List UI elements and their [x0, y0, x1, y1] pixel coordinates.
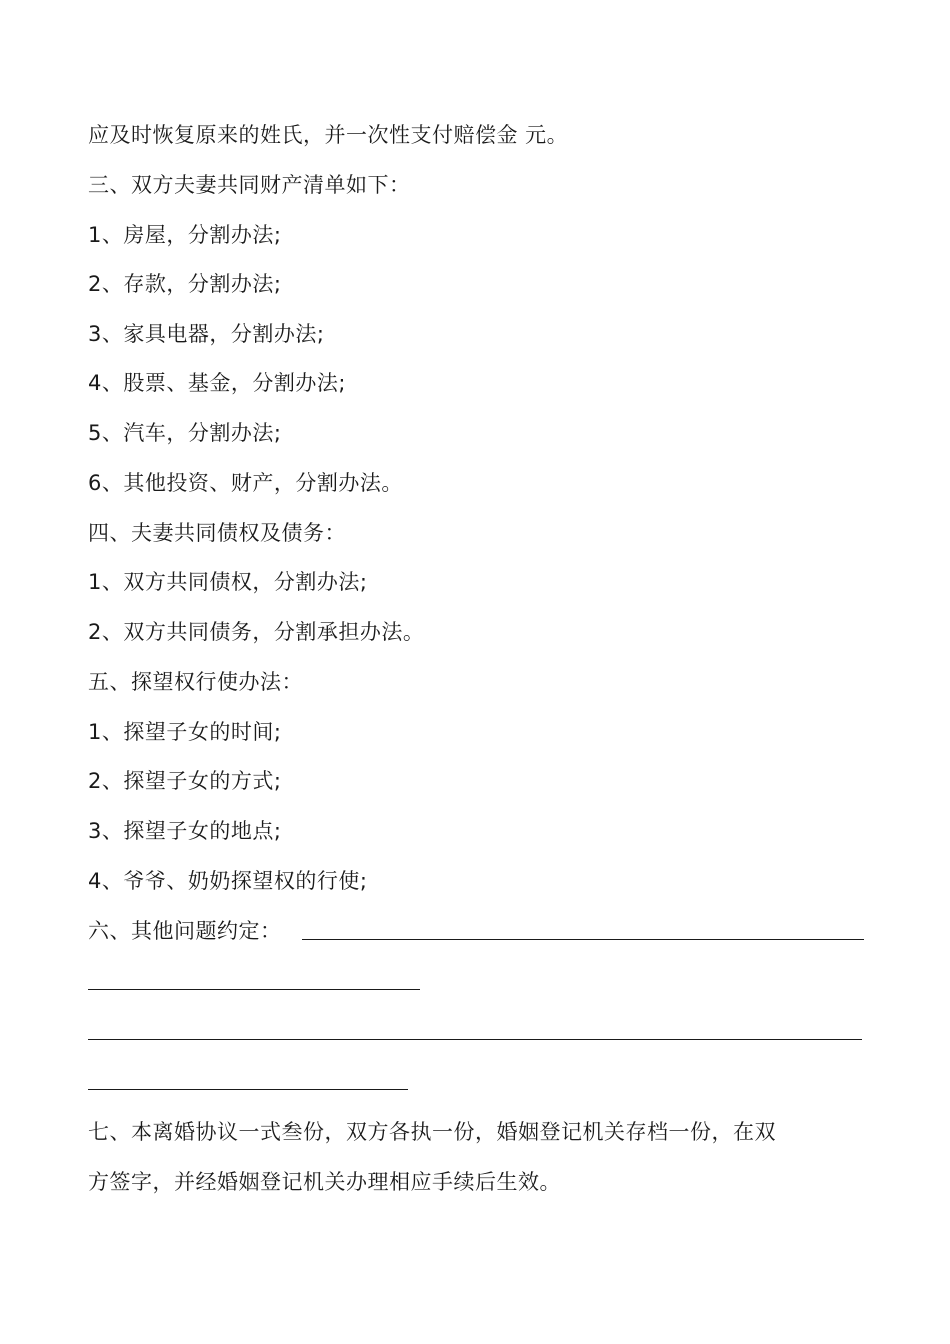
- fill-in-blank-line: [88, 1039, 862, 1040]
- list-item-joint-claims: 1、双方共同债权，分割办法;: [88, 570, 368, 594]
- fill-in-blank-line: [88, 1089, 408, 1090]
- list-item-stocks-funds: 4、股票、基金，分割办法;: [88, 371, 346, 395]
- clause-seven-line-2: 方签字，并经婚姻登记机关办理相应手续后生效。: [88, 1170, 561, 1194]
- list-item-visit-time: 1、探望子女的时间;: [88, 720, 282, 744]
- section-heading-visitation: 五、探望权行使办法：: [88, 670, 303, 694]
- list-item-visit-method: 2、探望子女的方式;: [88, 769, 282, 793]
- list-item-car: 5、汽车，分割办法;: [88, 421, 282, 445]
- text-line-compensation: 应及时恢复原来的姓氏，并一次性支付赔偿金 元。: [88, 123, 569, 147]
- list-item-house: 1、房屋，分割办法;: [88, 223, 282, 247]
- fill-in-blank-line: [88, 989, 420, 990]
- section-heading-other-matters: 六、其他问题约定：: [88, 919, 282, 943]
- list-item-grandparents-visitation: 4、爷爷、奶奶探望权的行使;: [88, 869, 368, 893]
- list-item-furniture-appliances: 3、家具电器，分割办法;: [88, 322, 325, 346]
- list-item-savings: 2、存款，分割办法;: [88, 272, 282, 296]
- fill-in-blank-line: [302, 939, 864, 940]
- clause-seven-line-1: 七、本离婚协议一式叁份，双方各执一份，婚姻登记机关存档一份，在双: [88, 1120, 776, 1144]
- list-item-other-investments: 6、其他投资、财产，分割办法。: [88, 471, 403, 495]
- section-heading-claims-debts: 四、夫妻共同债权及债务：: [88, 521, 346, 545]
- list-item-visit-location: 3、探望子女的地点;: [88, 819, 282, 843]
- list-item-joint-debts: 2、双方共同债务，分割承担办法。: [88, 620, 425, 644]
- section-heading-joint-property: 三、双方夫妻共同财产清单如下：: [88, 173, 411, 197]
